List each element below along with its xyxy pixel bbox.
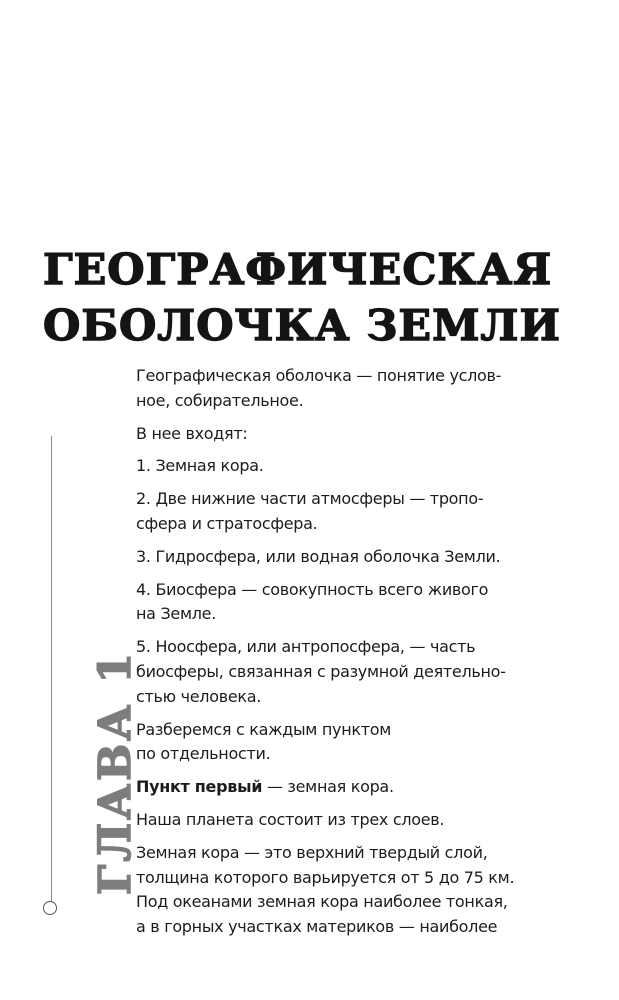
chapter-number-label: ГЛАВА 1: [90, 649, 141, 895]
chapter-side-rule: [51, 436, 52, 902]
paragraph: Наша планета состоит из трех слоев.: [136, 809, 445, 829]
paragraph: Земная кора — это верхний твердый слой, толщина которого варьируется от 5 до 75 км. Под океанами земная кора наиболее тонкая, а в горных участках материков — наиболее: [136, 842, 515, 937]
paragraph: Пункт первый — земная кора.: [136, 777, 394, 797]
chapter-side-circle-ornament: [43, 901, 57, 915]
paragraph: Разберемся с каждым пунктом по отдельности.: [136, 719, 392, 764]
list-item: 1. Земная кора.: [136, 456, 264, 476]
list-item: 3. Гидросфера, или водная оболочка Земли.: [136, 546, 501, 566]
body-text: [136, 364, 556, 948]
paragraph: В нее входят:: [136, 423, 248, 443]
paragraph: Географическая оболочка — понятие услов- ное, собирательное.: [136, 366, 502, 410]
list-item: 5. Ноосфера, или антропосфера, — часть биосферы, связанная с разумной деятельно- стью человека.: [136, 637, 506, 706]
list-item: 2. Две нижние части атмосферы — тропо- сфера и стратосфера.: [136, 489, 484, 533]
chapter-title-line-2: ОБОЛОЧКА ЗЕМЛИ: [43, 301, 561, 350]
chapter-title-line-1: ГЕОГРАФИЧЕСКАЯ: [43, 245, 553, 294]
section-heading-inline: Пункт первый: [136, 777, 263, 797]
list-item: 4. Биосфера — совокупность всего живого на Земле.: [136, 579, 489, 624]
chapter-title: [43, 242, 614, 354]
